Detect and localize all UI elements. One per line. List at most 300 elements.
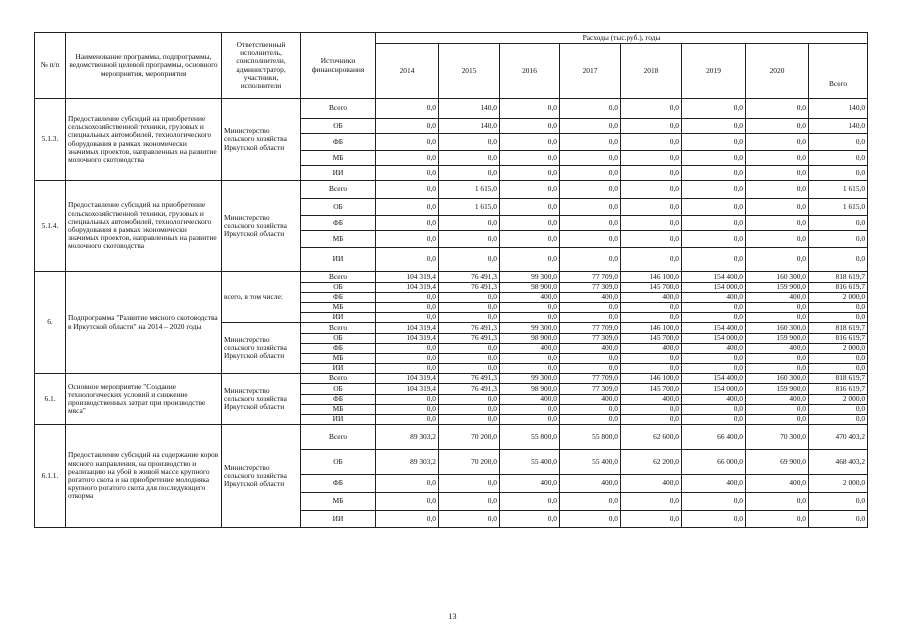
item-responsible: Министерство сельского хозяйства Иркутской области (222, 323, 301, 374)
amount-total: 816 619,7 (809, 283, 868, 293)
amount-cell: 76 491,3 (439, 374, 500, 384)
amount-total: 0,0 (809, 303, 868, 313)
amount-cell: 0,0 (376, 493, 439, 511)
amount-cell: 0,0 (621, 415, 682, 425)
amount-cell: 0,0 (560, 134, 621, 151)
amount-total: 0,0 (809, 151, 868, 166)
amount-cell: 400,0 (560, 344, 621, 354)
amount-cell: 140,0 (439, 119, 500, 134)
amount-cell: 0,0 (746, 119, 809, 134)
amount-cell: 0,0 (439, 303, 500, 313)
amount-cell: 0,0 (439, 415, 500, 425)
amount-cell: 0,0 (376, 395, 439, 405)
funding-source: МБ (301, 354, 376, 364)
amount-cell: 154 000,0 (682, 334, 746, 344)
amount-cell: 0,0 (376, 313, 439, 323)
amount-cell: 0,0 (621, 364, 682, 374)
amount-cell: 0,0 (500, 313, 560, 323)
amount-cell: 66 400,0 (682, 425, 746, 450)
amount-cell: 104 319,4 (376, 272, 439, 283)
amount-cell: 0,0 (746, 166, 809, 181)
table-row (35, 181, 868, 199)
funding-source: ИИ (301, 166, 376, 181)
budget-table (34, 32, 868, 528)
funding-source: ИИ (301, 248, 376, 272)
amount-cell: 99 300,0 (500, 374, 560, 384)
amount-cell: 0,0 (621, 231, 682, 248)
amount-cell: 400,0 (746, 475, 809, 493)
amount-cell: 0,0 (376, 99, 439, 119)
amount-cell: 400,0 (500, 293, 560, 303)
amount-cell: 0,0 (376, 344, 439, 354)
amount-cell: 0,0 (376, 166, 439, 181)
item-responsible: всего, в том числе: (222, 272, 301, 323)
amount-cell: 400,0 (560, 293, 621, 303)
amount-cell: 0,0 (746, 181, 809, 199)
amount-cell: 0,0 (560, 364, 621, 374)
amount-total: 0,0 (809, 511, 868, 528)
amount-cell: 0,0 (500, 493, 560, 511)
amount-cell: 400,0 (621, 475, 682, 493)
amount-cell: 0,0 (746, 216, 809, 231)
amount-cell: 0,0 (746, 405, 809, 415)
amount-cell: 0,0 (746, 415, 809, 425)
amount-cell: 1 615,0 (439, 199, 500, 216)
amount-cell: 0,0 (560, 181, 621, 199)
amount-cell: 98 900,0 (500, 283, 560, 293)
amount-cell: 0,0 (439, 166, 500, 181)
amount-cell: 55 800,0 (560, 425, 621, 450)
amount-cell: 0,0 (682, 313, 746, 323)
amount-cell: 104 319,4 (376, 374, 439, 384)
amount-cell: 154 000,0 (682, 283, 746, 293)
amount-cell: 0,0 (376, 415, 439, 425)
header-year: 2020 (746, 44, 809, 99)
funding-source: ОБ (301, 283, 376, 293)
amount-cell: 0,0 (621, 166, 682, 181)
amount-cell: 0,0 (746, 231, 809, 248)
amount-total: 2 000,0 (809, 344, 868, 354)
amount-cell: 0,0 (439, 216, 500, 231)
amount-cell: 0,0 (439, 405, 500, 415)
amount-cell: 0,0 (560, 354, 621, 364)
amount-cell: 0,0 (621, 313, 682, 323)
amount-total: 140,0 (809, 119, 868, 134)
amount-cell: 76 491,3 (439, 283, 500, 293)
amount-cell: 0,0 (560, 511, 621, 528)
amount-cell: 0,0 (376, 248, 439, 272)
amount-cell: 160 300,0 (746, 272, 809, 283)
amount-cell: 400,0 (682, 293, 746, 303)
amount-cell: 0,0 (376, 293, 439, 303)
amount-cell: 145 700,0 (621, 384, 682, 395)
amount-cell: 98 900,0 (500, 384, 560, 395)
amount-total: 0,0 (809, 364, 868, 374)
amount-cell: 0,0 (682, 405, 746, 415)
amount-cell: 0,0 (621, 511, 682, 528)
funding-source: МБ (301, 151, 376, 166)
amount-cell: 0,0 (621, 99, 682, 119)
amount-total: 818 619,7 (809, 272, 868, 283)
amount-cell: 0,0 (682, 511, 746, 528)
amount-total: 0,0 (809, 405, 868, 415)
amount-cell: 0,0 (560, 119, 621, 134)
amount-cell: 104 319,4 (376, 334, 439, 344)
amount-cell: 99 300,0 (500, 323, 560, 334)
amount-cell: 0,0 (376, 181, 439, 199)
amount-total: 468 403,2 (809, 450, 868, 475)
amount-cell: 159 900,0 (746, 334, 809, 344)
funding-source: МБ (301, 231, 376, 248)
amount-cell: 0,0 (376, 303, 439, 313)
amount-cell: 0,0 (682, 415, 746, 425)
amount-cell: 62 600,0 (621, 425, 682, 450)
amount-cell: 0,0 (560, 166, 621, 181)
amount-cell: 0,0 (500, 405, 560, 415)
amount-cell: 0,0 (376, 364, 439, 374)
amount-cell: 89 303,2 (376, 450, 439, 475)
amount-cell: 0,0 (746, 364, 809, 374)
amount-cell: 104 319,4 (376, 384, 439, 395)
funding-source: ОБ (301, 119, 376, 134)
amount-total: 140,0 (809, 99, 868, 119)
amount-cell: 0,0 (500, 119, 560, 134)
amount-cell: 0,0 (439, 313, 500, 323)
amount-cell: 0,0 (560, 99, 621, 119)
amount-cell: 0,0 (439, 364, 500, 374)
amount-cell: 77 709,0 (560, 374, 621, 384)
amount-cell: 160 300,0 (746, 323, 809, 334)
table-row (35, 374, 868, 384)
amount-cell: 0,0 (560, 231, 621, 248)
amount-cell: 0,0 (500, 354, 560, 364)
amount-cell: 76 491,3 (439, 334, 500, 344)
amount-cell: 146 100,0 (621, 323, 682, 334)
amount-cell: 0,0 (746, 303, 809, 313)
amount-cell: 0,0 (560, 151, 621, 166)
table-body (35, 99, 868, 528)
amount-cell: 159 900,0 (746, 283, 809, 293)
amount-cell: 400,0 (682, 344, 746, 354)
amount-cell: 76 491,3 (439, 272, 500, 283)
amount-cell: 0,0 (439, 293, 500, 303)
amount-cell: 0,0 (376, 511, 439, 528)
amount-cell: 0,0 (682, 231, 746, 248)
funding-source: ИИ (301, 415, 376, 425)
amount-cell: 0,0 (376, 475, 439, 493)
amount-cell: 159 900,0 (746, 384, 809, 395)
amount-cell: 0,0 (682, 216, 746, 231)
page-number: 13 (448, 612, 457, 621)
amount-cell: 0,0 (500, 99, 560, 119)
amount-total: 0,0 (809, 313, 868, 323)
amount-total: 0,0 (809, 493, 868, 511)
funding-source: Всего (301, 181, 376, 199)
amount-cell: 0,0 (500, 216, 560, 231)
amount-cell: 0,0 (439, 344, 500, 354)
funding-source: ОБ (301, 334, 376, 344)
amount-total: 0,0 (809, 166, 868, 181)
amount-cell: 0,0 (682, 151, 746, 166)
amount-cell: 400,0 (746, 395, 809, 405)
amount-cell: 0,0 (500, 199, 560, 216)
amount-cell: 0,0 (621, 303, 682, 313)
amount-cell: 0,0 (439, 231, 500, 248)
amount-cell: 55 400,0 (560, 450, 621, 475)
amount-cell: 76 491,3 (439, 384, 500, 395)
amount-cell: 145 700,0 (621, 283, 682, 293)
header-responsible: Ответственный исполнитель, соисполнители, администратор, участники, исполнители (222, 33, 301, 99)
amount-cell: 62 200,0 (621, 450, 682, 475)
amount-cell: 0,0 (500, 303, 560, 313)
amount-total: 0,0 (809, 216, 868, 231)
amount-total: 818 619,7 (809, 374, 868, 384)
funding-source: Всего (301, 99, 376, 119)
amount-cell: 400,0 (500, 475, 560, 493)
amount-total: 0,0 (809, 415, 868, 425)
item-number: 6. (35, 272, 66, 374)
amount-total: 1 615,0 (809, 199, 868, 216)
funding-source: ИИ (301, 511, 376, 528)
amount-cell: 0,0 (560, 415, 621, 425)
item-responsible: Министерство сельского хозяйства Иркутской области (222, 374, 301, 425)
item-number: 6.1.1. (35, 425, 66, 528)
amount-cell: 154 400,0 (682, 272, 746, 283)
amount-cell: 55 800,0 (500, 425, 560, 450)
amount-cell: 0,0 (439, 511, 500, 528)
amount-cell: 0,0 (500, 364, 560, 374)
amount-cell: 0,0 (746, 151, 809, 166)
amount-cell: 0,0 (560, 313, 621, 323)
item-number: 5.1.3. (35, 99, 66, 181)
amount-cell: 0,0 (621, 199, 682, 216)
header-sources: Источники финансирования (301, 33, 376, 99)
amount-cell: 0,0 (560, 248, 621, 272)
amount-cell: 154 400,0 (682, 323, 746, 334)
amount-cell: 104 319,4 (376, 323, 439, 334)
item-responsible: Министерство сельского хозяйства Иркутской области (222, 181, 301, 272)
amount-cell: 0,0 (376, 119, 439, 134)
amount-cell: 0,0 (439, 354, 500, 364)
amount-cell: 0,0 (682, 134, 746, 151)
funding-source: ФБ (301, 344, 376, 354)
amount-cell: 0,0 (682, 119, 746, 134)
amount-cell: 0,0 (500, 248, 560, 272)
amount-cell: 400,0 (500, 395, 560, 405)
amount-cell: 146 100,0 (621, 374, 682, 384)
funding-source: ИИ (301, 313, 376, 323)
amount-cell: 70 300,0 (746, 425, 809, 450)
amount-cell: 99 300,0 (500, 272, 560, 283)
funding-source: Всего (301, 425, 376, 450)
funding-source: МБ (301, 405, 376, 415)
amount-cell: 0,0 (621, 181, 682, 199)
amount-cell: 0,0 (560, 405, 621, 415)
amount-cell: 0,0 (439, 134, 500, 151)
funding-source: ФБ (301, 293, 376, 303)
amount-cell: 0,0 (439, 475, 500, 493)
amount-cell: 0,0 (746, 134, 809, 151)
header-year: 2016 (500, 44, 560, 99)
amount-cell: 160 300,0 (746, 374, 809, 384)
amount-cell: 0,0 (500, 181, 560, 199)
amount-cell: 0,0 (746, 313, 809, 323)
header-year: 2014 (376, 44, 439, 99)
amount-cell: 66 000,0 (682, 450, 746, 475)
amount-cell: 76 491,3 (439, 323, 500, 334)
amount-cell: 0,0 (560, 216, 621, 231)
amount-cell: 0,0 (439, 395, 500, 405)
header-year: 2018 (621, 44, 682, 99)
funding-source: ФБ (301, 134, 376, 151)
amount-cell: 0,0 (682, 364, 746, 374)
amount-cell: 0,0 (439, 248, 500, 272)
amount-cell: 0,0 (439, 493, 500, 511)
amount-cell: 0,0 (376, 405, 439, 415)
amount-cell: 0,0 (500, 415, 560, 425)
amount-cell: 0,0 (621, 354, 682, 364)
amount-total: 470 403,2 (809, 425, 868, 450)
amount-cell: 0,0 (500, 134, 560, 151)
amount-cell: 0,0 (376, 134, 439, 151)
amount-cell: 0,0 (621, 151, 682, 166)
amount-cell: 0,0 (621, 216, 682, 231)
amount-cell: 0,0 (376, 231, 439, 248)
amount-cell: 1 615,0 (439, 181, 500, 199)
header-year: 2019 (682, 44, 746, 99)
funding-source: ФБ (301, 475, 376, 493)
amount-cell: 0,0 (500, 231, 560, 248)
funding-source: Всего (301, 374, 376, 384)
header-name: Наименование программы, подпрограммы, ведомственной целевой программы, основного мероприятия, мероприятия (66, 33, 222, 99)
amount-cell: 400,0 (621, 344, 682, 354)
amount-cell: 70 200,0 (439, 450, 500, 475)
amount-cell: 400,0 (746, 293, 809, 303)
amount-cell: 0,0 (682, 354, 746, 364)
amount-cell: 400,0 (560, 395, 621, 405)
amount-cell: 104 319,4 (376, 283, 439, 293)
amount-cell: 0,0 (500, 151, 560, 166)
amount-cell: 0,0 (376, 199, 439, 216)
amount-cell: 0,0 (376, 216, 439, 231)
amount-cell: 0,0 (560, 493, 621, 511)
amount-cell: 0,0 (621, 405, 682, 415)
amount-total: 2 000,0 (809, 293, 868, 303)
amount-cell: 70 200,0 (439, 425, 500, 450)
amount-cell: 69 900,0 (746, 450, 809, 475)
header-num: № п/п (35, 33, 66, 99)
amount-cell: 0,0 (621, 134, 682, 151)
item-name: Предоставление субсидий на приобретение сельскохозяйственной техники, грузовых и специальных автомобилей, технологического оборудования в рамках экономически значимых проектов, направленных на развитие молочного скотоводства (66, 99, 222, 181)
amount-cell: 0,0 (682, 166, 746, 181)
funding-source: ФБ (301, 395, 376, 405)
amount-cell: 0,0 (621, 493, 682, 511)
funding-source: ОБ (301, 199, 376, 216)
funding-source: ОБ (301, 450, 376, 475)
amount-cell: 146 100,0 (621, 272, 682, 283)
header-year: 2017 (560, 44, 621, 99)
amount-cell: 77 309,0 (560, 334, 621, 344)
amount-total: 0,0 (809, 354, 868, 364)
amount-cell: 400,0 (682, 475, 746, 493)
funding-source: Всего (301, 323, 376, 334)
amount-cell: 400,0 (500, 344, 560, 354)
amount-cell: 0,0 (746, 248, 809, 272)
amount-total: 1 615,0 (809, 181, 868, 199)
item-number: 6.1. (35, 374, 66, 425)
amount-cell: 89 303,2 (376, 425, 439, 450)
amount-cell: 98 900,0 (500, 334, 560, 344)
item-name: Предоставление субсидий на содержание коров мясного направления, на производство и реализацию на убой в живой массе крупного рогатого скота и на приобретение молодняка крупного рогатого скота для последующего откорма (66, 425, 222, 528)
amount-cell: 0,0 (376, 354, 439, 364)
amount-cell: 0,0 (682, 248, 746, 272)
amount-cell: 0,0 (376, 151, 439, 166)
item-name: Предоставление субсидий на приобретение сельскохозяйственной техники, грузовых и специальных автомобилей, технологического оборудования в рамках экономически значимых проектов, направленных на развитие молочного скотоводства (66, 181, 222, 272)
amount-total: 816 619,7 (809, 384, 868, 395)
amount-cell: 400,0 (621, 293, 682, 303)
amount-cell: 0,0 (746, 511, 809, 528)
amount-total: 2 000,0 (809, 475, 868, 493)
funding-source: МБ (301, 303, 376, 313)
item-responsible: Министерство сельского хозяйства Иркутской области (222, 99, 301, 181)
amount-cell: 0,0 (560, 303, 621, 313)
amount-total: 2 000,0 (809, 395, 868, 405)
item-name: Основное мероприятие "Создание технологических условий и снижение производственных затрат при производстве мяса" (66, 374, 222, 425)
amount-total: 816 619,7 (809, 334, 868, 344)
amount-cell: 77 309,0 (560, 384, 621, 395)
amount-total: 0,0 (809, 231, 868, 248)
funding-source: МБ (301, 493, 376, 511)
amount-cell: 55 400,0 (500, 450, 560, 475)
amount-cell: 400,0 (682, 395, 746, 405)
amount-cell: 140,0 (439, 99, 500, 119)
amount-cell: 77 309,0 (560, 283, 621, 293)
amount-cell: 0,0 (746, 199, 809, 216)
amount-total: 818 619,7 (809, 323, 868, 334)
table-row (35, 99, 868, 119)
amount-cell: 0,0 (746, 354, 809, 364)
amount-cell: 0,0 (746, 99, 809, 119)
amount-cell: 77 709,0 (560, 272, 621, 283)
header-expenses: Расходы (тыс.руб.), годы (376, 33, 868, 44)
amount-cell: 0,0 (621, 248, 682, 272)
funding-source: ФБ (301, 216, 376, 231)
amount-cell: 0,0 (500, 511, 560, 528)
amount-cell: 0,0 (500, 166, 560, 181)
funding-source: ОБ (301, 384, 376, 395)
amount-cell: 0,0 (621, 119, 682, 134)
amount-cell: 145 700,0 (621, 334, 682, 344)
item-responsible: Министерство сельского хозяйства Иркутской области (222, 425, 301, 528)
amount-cell: 0,0 (682, 181, 746, 199)
item-name: Подпрограмма "Развитие мясного скотоводства в Иркутской области" на 2014 – 2020 годы (66, 272, 222, 374)
header-year-total: Всего (809, 44, 868, 99)
amount-cell: 400,0 (560, 475, 621, 493)
amount-cell: 0,0 (682, 303, 746, 313)
amount-cell: 154 000,0 (682, 384, 746, 395)
table-row (35, 272, 868, 283)
amount-cell: 0,0 (682, 99, 746, 119)
amount-cell: 0,0 (682, 199, 746, 216)
amount-cell: 400,0 (621, 395, 682, 405)
table-row (35, 425, 868, 450)
amount-cell: 0,0 (439, 151, 500, 166)
funding-source: ИИ (301, 364, 376, 374)
amount-cell: 400,0 (746, 344, 809, 354)
amount-cell: 77 709,0 (560, 323, 621, 334)
amount-cell: 0,0 (682, 493, 746, 511)
amount-cell: 0,0 (560, 199, 621, 216)
